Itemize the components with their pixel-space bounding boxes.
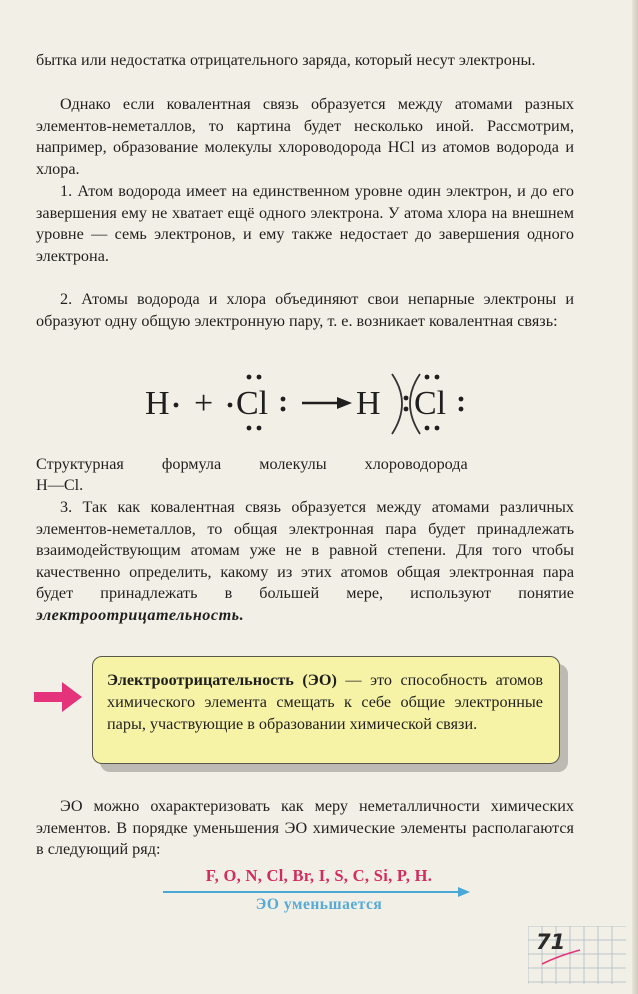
paragraph-3: 1. Атом водорода имеет на единственном уровне один электрон, и до его завершения ему не хватает ещё одного электрона. У атома хлора на внешнем уровне — семь электронов, и ему также недостает до завершения одного электрона. xyxy=(36,182,574,265)
definition-text: — это способность атомов химического элемента смещать к себе общие электронные пары, участвующие в образовании химической связи. xyxy=(107,671,543,733)
paragraph-1: бытка или недостатка отрицательного заряда, который несут электроны. xyxy=(36,51,536,69)
structural-formula: H—Cl. xyxy=(36,476,84,494)
electronegativity-series: F, O, N, Cl, Br, I, S, C, Si, P, H. xyxy=(205,866,433,885)
formula-cl2: Cl xyxy=(414,385,447,422)
paragraph-5-line1 xyxy=(36,454,574,476)
structural-formula-text: Структурная формула молекулы хлороводорода xyxy=(36,455,468,473)
formula-cl1: Cl xyxy=(236,385,269,422)
series-arrow-line xyxy=(163,891,463,893)
paragraph-6 xyxy=(36,497,574,626)
electronegativity-term: электроотрицательность. xyxy=(36,605,245,624)
page-number: 71 xyxy=(536,930,566,954)
definition-box xyxy=(92,656,560,764)
page-edge xyxy=(632,0,638,994)
series-caption: ЭО уменьшается xyxy=(255,896,383,913)
formula-h1: H xyxy=(145,385,170,422)
formula-h2: H xyxy=(356,385,381,422)
paragraph-6-text: 3. Так как ковалентная связь образуется между атомами различных элементов-неметаллов, то общая электронная пара будет принадлежать взаимодействующим атомам уже не в равной степени. Для того чтобы качественно определить, какому из этих атомов общая электронная пара будет принадлежать в большей мере, используют понятие xyxy=(36,498,574,602)
paragraph-4: 2. Атомы водорода и хлора объединяют свои непарные электроны и образуют одну общую электронную пару, т. е. возникает ковалентная связь: xyxy=(36,290,574,330)
definition-term: Электроотрицательность (ЭО) xyxy=(107,671,337,689)
pointer-arrow-icon xyxy=(32,679,84,715)
formula-plus: + xyxy=(194,385,214,422)
paragraph-2: Однако если ковалентная связь образуется между атомами разных элементов-неметаллов, то картина будет несколько иной. Рассмотрим, например, образование молекулы хлороводорода HCl из атомов водорода и хлора. xyxy=(36,95,574,178)
paragraph-7: ЭО можно охарактеризовать как меру неметалличности химических элементов. В порядке уменьшения ЭО химические элементы располагаются в следующий ряд: xyxy=(36,797,574,858)
lewis-formula xyxy=(0,372,638,436)
